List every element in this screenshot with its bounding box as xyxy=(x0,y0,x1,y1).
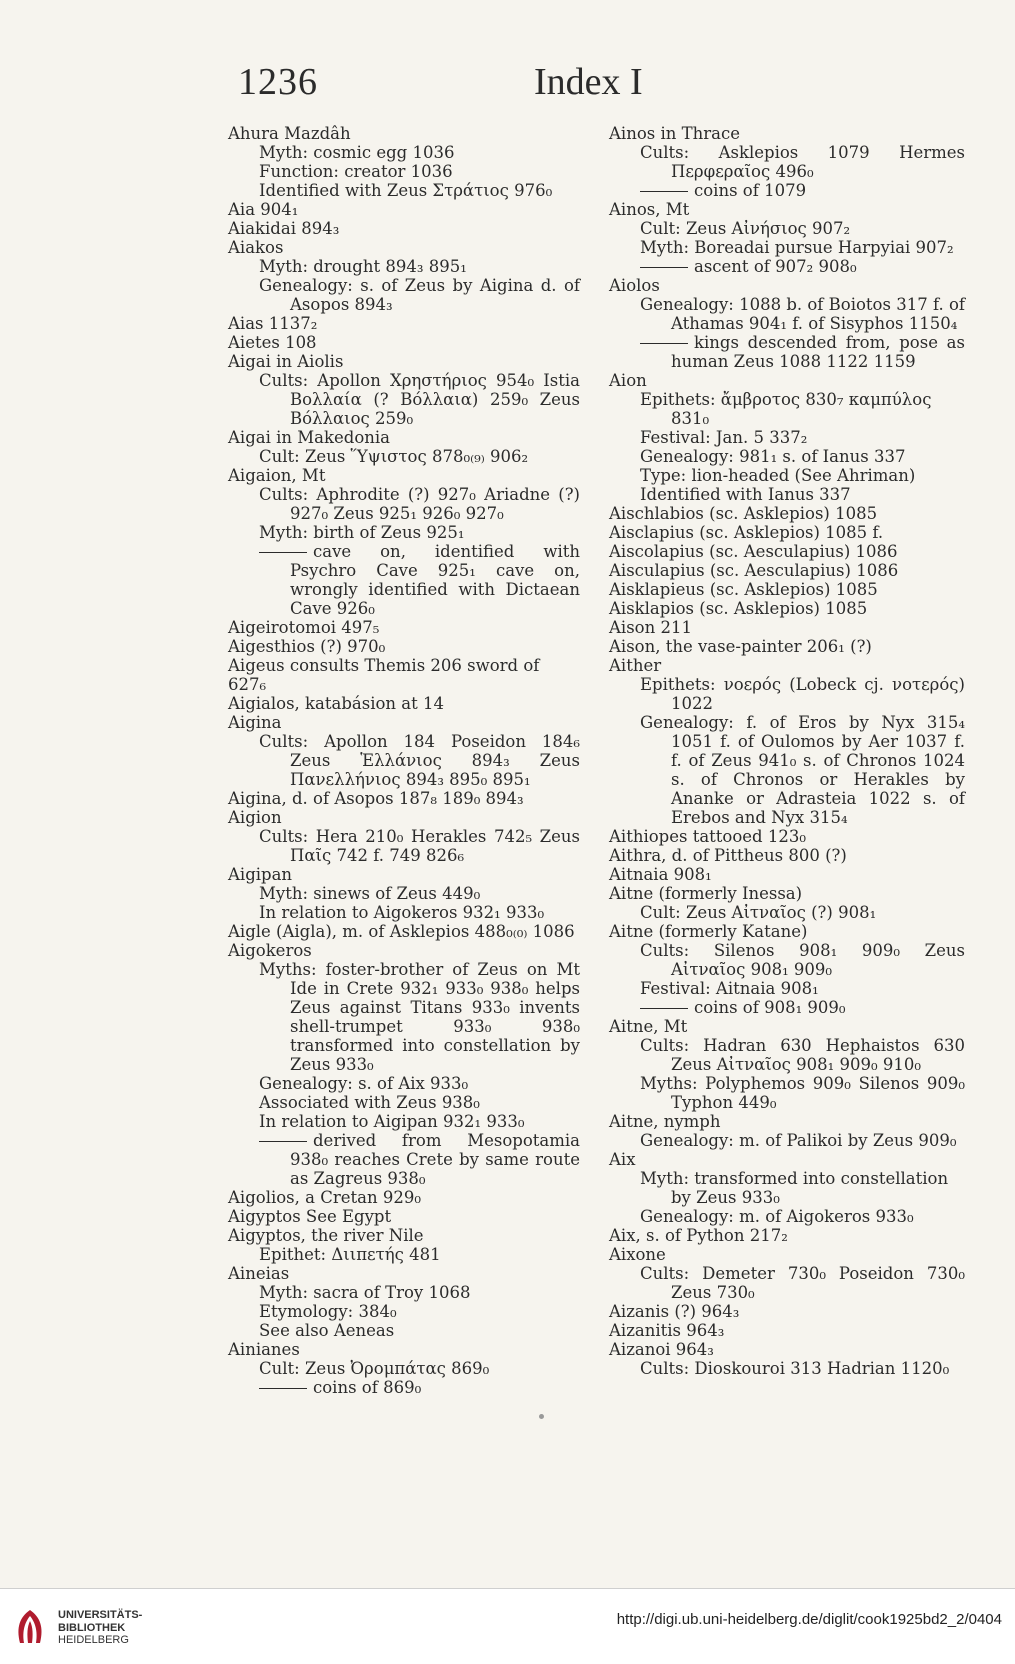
index-heading: Aix xyxy=(609,1150,636,1169)
index-subentry: In relation to Aigipan 932₁ 933₀ xyxy=(259,1112,525,1131)
index-heading: Aigokeros xyxy=(228,941,312,960)
dash-rule xyxy=(259,1388,307,1389)
index-heading: Aitnaia 908₁ xyxy=(609,865,712,884)
index-heading: Aiolos xyxy=(609,276,660,295)
index-subentry: Myth: drought 894₃ 895₁ xyxy=(259,257,467,276)
index-heading: Aigesthios (?) 970₀ xyxy=(228,637,386,656)
index-heading: Ainos, Mt xyxy=(609,200,690,219)
index-heading: Aion xyxy=(609,371,647,390)
index-subentry: Cults: Hera 210₀ Herakles 742₅ Zeus Παῖς 742 f. 749 826₆ xyxy=(259,827,580,865)
index-subentry: Epithets: νοερός (Lobeck cj. νοτερός) 1022 xyxy=(640,675,965,713)
index-subentry: Genealogy: m. of Palikoi by Zeus 909₀ xyxy=(640,1131,957,1150)
index-right-column xyxy=(609,124,965,1378)
index-heading: Aison 211 xyxy=(609,618,692,637)
index-heading: Aizanoi 964₃ xyxy=(609,1340,714,1359)
index-subentry: Function: creator 1036 xyxy=(259,162,453,181)
index-dash-subentry: coins of 908₁ 909₀ xyxy=(640,998,965,1017)
index-heading: Aia 904₁ xyxy=(228,200,299,219)
index-dash-subentry: ascent of 907₂ 908₀ xyxy=(640,257,965,276)
index-subentry: Genealogy: f. of Eros by Nyx 315₄ 1051 f. of Oulomos by Aer 1037 f. f. of Zeus 941₀ s. of Chronos 1024 s. of Chronos or Herakles by Ananke or Adrasteia 1022 s. of Erebos and Nyx 315₄ xyxy=(640,713,965,827)
index-subentry: Cults: Demeter 730₀ Poseidon 730₀ Zeus 730₀ xyxy=(640,1264,965,1302)
index-subentry: Identified with Zeus Στράτιος 976₀ xyxy=(259,181,553,200)
index-heading: Aisklapios (sc. Asklepios) 1085 xyxy=(609,599,868,618)
index-heading: Aix, s. of Python 217₂ xyxy=(609,1226,788,1245)
source-url-link[interactable]: http://digi.ub.uni-heidelberg.de/diglit/cook1925bd2_2/0404 xyxy=(616,1611,1002,1628)
index-heading: Aigolios, a Cretan 929₀ xyxy=(228,1188,421,1207)
index-subentry: Myth: sinews of Zeus 449₀ xyxy=(259,884,481,903)
index-subentry: Cults: Apollon Χρηστήριος 954₀ Istia Βολλαία (? Βόλλαια) 259₀ Zeus Βόλλαιος 259₀ xyxy=(259,371,580,428)
index-heading: Aigaion, Mt xyxy=(228,466,326,485)
index-heading: Aithiopes tattooed 123₀ xyxy=(609,827,806,846)
index-heading: Aigialos, katabásion at 14 xyxy=(228,694,444,713)
index-heading: Aitne (formerly Inessa) xyxy=(609,884,803,903)
index-heading: Ahura Mazdâh xyxy=(228,124,351,143)
index-subentry: See also Aeneas xyxy=(259,1321,395,1340)
index-subentry: Myth: Boreadai pursue Harpyiai 907₂ xyxy=(640,238,954,257)
index-subentry: Cults: Apollon 184 Poseidon 184₆ Zeus Ἑλλάνιος 894₃ Zeus Πανελλήνιος 894₃ 895₀ 895₁ xyxy=(259,732,580,789)
index-dash-subentry: cave on, identified with Psychro Cave 925₁ cave on, wrongly identified with Dictaean Cave 926₀ xyxy=(259,542,580,618)
index-heading: Aigai in Aiolis xyxy=(228,352,344,371)
index-heading: Aigyptos, the river Nile xyxy=(228,1226,424,1245)
index-subentry: Cults: Hadran 630 Hephaistos 630 Zeus Αἰτναῖος 908₁ 909₀ 910₀ xyxy=(640,1036,965,1074)
index-subentry: Genealogy: 1088 b. of Boiotos 317 f. of Athamas 904₁ f. of Sisyphos 1150₄ xyxy=(640,295,965,333)
index-subentry: Cults: Aphrodite (?) 927₀ Ariadne (?) 927₀ Zeus 925₁ 926₀ 927₀ xyxy=(259,485,580,523)
index-subentry: Cult: Zeus Αἰνήσιος 907₂ xyxy=(640,219,851,238)
index-heading: Aigion xyxy=(228,808,282,827)
index-subentry: Genealogy: m. of Aigokeros 933₀ xyxy=(640,1207,914,1226)
index-subentry: Cults: Silenos 908₁ 909₀ Zeus Αἰτναῖος 908₁ 909₀ xyxy=(640,941,965,979)
index-heading: Aison, the vase-painter 206₁ (?) xyxy=(609,637,872,656)
index-subentry: Cults: Asklepios 1079 Hermes Περφεραῖος 496₀ xyxy=(640,143,965,181)
index-heading: Aisklapieus (sc. Asklepios) 1085 xyxy=(609,580,878,599)
index-heading: Aigina xyxy=(228,713,282,732)
index-subentry: Epithets: ἄμβροτος 830₇ καμπύλος 831₀ xyxy=(640,390,932,428)
index-subentry: Cults: Dioskouroi 313 Hadrian 1120₀ xyxy=(640,1359,950,1378)
index-heading: Aigeirotomoi 497₅ xyxy=(228,618,380,637)
index-subentry: Genealogy: s. of Zeus by Aigina d. of Asopos 894₃ xyxy=(259,276,580,314)
index-heading: Aiscolapius (sc. Aesculapius) 1086 xyxy=(609,542,898,561)
dash-rule xyxy=(640,1008,688,1009)
index-heading: Aischlabios (sc. Asklepios) 1085 xyxy=(609,504,878,523)
index-heading: Aisclapius (sc. Asklepios) 1085 f. xyxy=(609,523,884,542)
index-heading: Aigipan xyxy=(228,865,293,884)
index-dash-subentry: kings descended from, pose as human Zeus 1088 1122 1159 xyxy=(640,333,965,371)
index-subentry: Myth: cosmic egg 1036 xyxy=(259,143,455,162)
university-library-logo-icon xyxy=(10,1607,50,1647)
index-dash-subentry: derived from Mesopotamia 938₀ reaches Crete by same route as Zagreus 938₀ xyxy=(259,1131,580,1188)
index-dash-subentry: coins of 1079 xyxy=(640,181,965,200)
index-heading: Aitne, nymph xyxy=(609,1112,721,1131)
index-subentry: Festival: Jan. 5 337₂ xyxy=(640,428,808,447)
dash-rule xyxy=(640,191,688,192)
dash-rule xyxy=(259,1141,307,1142)
index-subentry: Myths: foster-brother of Zeus on Mt Ide in Crete 932₁ 933₀ 938₀ helps Zeus against Titans 933₀ invents shell-trumpet 933₀ 938₀ transformed into constellation by Zeus 933₀ xyxy=(259,960,580,1074)
index-subentry: Genealogy: 981₁ s. of Ianus 337 xyxy=(640,447,906,466)
library-name: UNIVERSITÄTS- BIBLIOTHEK HEIDELBERG xyxy=(58,1609,143,1646)
index-heading: Aixone xyxy=(609,1245,666,1264)
index-heading: Ainos in Thrace xyxy=(609,124,740,143)
index-dash-subentry: coins of 869₀ xyxy=(259,1378,580,1397)
index-subentry: Associated with Zeus 938₀ xyxy=(259,1093,480,1112)
dash-rule xyxy=(640,343,688,344)
index-subentry: Genealogy: s. of Aix 933₀ xyxy=(259,1074,469,1093)
index-subentry: Myths: Polyphemos 909₀ Silenos 909₀ Typhon 449₀ xyxy=(640,1074,965,1112)
index-heading: Aitne (formerly Katane) xyxy=(609,922,808,941)
index-heading: Aiakidai 894₃ xyxy=(228,219,340,238)
index-heading: Aizanis (?) 964₃ xyxy=(609,1302,740,1321)
index-subentry: Type: lion-headed (See Ahriman) xyxy=(640,466,916,485)
index-heading: Aias 1137₂ xyxy=(228,314,318,333)
index-subentry: Cult: Zeus Ὕψιστος 878₀₍₉₎ 906₂ xyxy=(259,447,529,466)
index-heading: Aisculapius (sc. Aesculapius) 1086 xyxy=(609,561,899,580)
index-heading: Ainianes xyxy=(228,1340,300,1359)
index-heading: Aietes 108 xyxy=(228,333,317,352)
index-heading: Aither xyxy=(609,656,662,675)
index-subentry: Identified with Ianus 337 xyxy=(640,485,851,504)
index-heading: Aitne, Mt xyxy=(609,1017,688,1036)
index-heading: Aigeus consults Themis 206 sword of 627₆ xyxy=(228,656,540,694)
index-left-column xyxy=(228,124,580,1397)
library-footer xyxy=(0,1589,1015,1664)
index-subentry: In relation to Aigokeros 932₁ 933₀ xyxy=(259,903,545,922)
index-subentry: Cult: Zeus Ὀρομπάτας 869₀ xyxy=(259,1359,490,1378)
index-subentry: Epithet: Διιπετής 481 xyxy=(259,1245,441,1264)
index-subentry: Myth: birth of Zeus 925₁ xyxy=(259,523,465,542)
index-heading: Aigyptos See Egypt xyxy=(228,1207,392,1226)
index-heading: Aigina, d. of Asopos 187₈ 189₀ 894₃ xyxy=(228,789,524,808)
index-subentry: Etymology: 384₀ xyxy=(259,1302,397,1321)
dash-rule xyxy=(259,552,307,553)
page-number: 1236 xyxy=(238,61,318,103)
index-subentry: Cult: Zeus Αἰτναῖος (?) 908₁ xyxy=(640,903,877,922)
index-heading: Aigai in Makedonia xyxy=(228,428,390,447)
ink-speck xyxy=(539,1414,544,1419)
index-heading: Aigle (Aigla), m. of Asklepios 488₀₍₀₎ 1086 xyxy=(228,922,575,941)
index-subentry: Festival: Aitnaia 908₁ xyxy=(640,979,819,998)
index-subentry: Myth: sacra of Troy 1068 xyxy=(259,1283,471,1302)
index-heading: Aiakos xyxy=(228,238,284,257)
index-heading: Aineias xyxy=(228,1264,290,1283)
dash-rule xyxy=(640,267,688,268)
page-title: Index I xyxy=(534,61,643,103)
index-subentry: Myth: transformed into constellation by Zeus 933₀ xyxy=(640,1169,949,1207)
index-heading: Aizanitis 964₃ xyxy=(609,1321,725,1340)
index-heading: Aithra, d. of Pittheus 800 (?) xyxy=(609,846,847,865)
